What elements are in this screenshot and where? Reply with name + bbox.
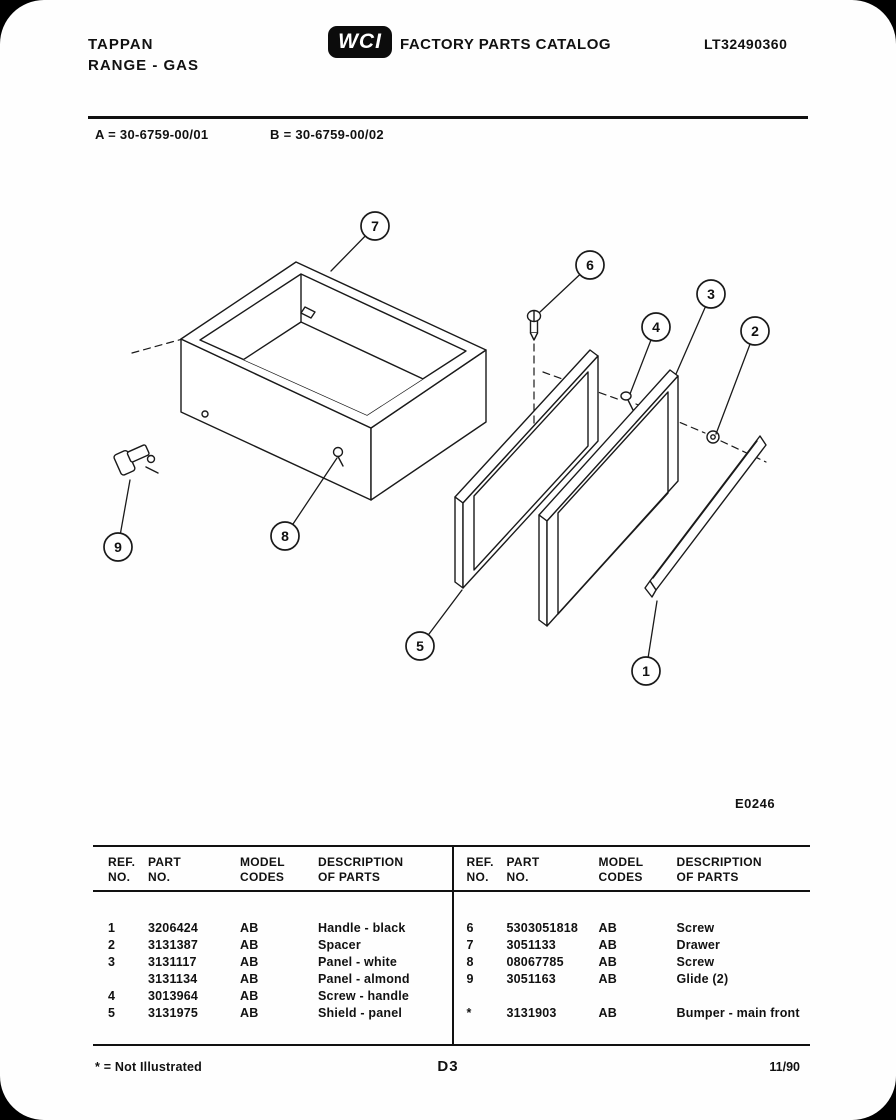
part-cell: [507, 988, 599, 1005]
parts-table-left: [93, 847, 452, 1044]
table-row: [108, 954, 452, 971]
model-b-label: B = 30-6759-00/02: [270, 127, 384, 142]
part-cell: 3051163: [506, 972, 556, 986]
part-cell: 08067785: [506, 955, 564, 969]
desc-cell: Handle - black: [318, 921, 406, 935]
codes-cell: AB: [598, 1006, 617, 1020]
ref-cell: 2: [108, 938, 116, 952]
ref-col-header: REF. NO.: [108, 855, 136, 884]
catalog-title: FACTORY PARTS CATALOG: [400, 36, 612, 53]
desc-cell: Screw - handle: [318, 989, 410, 1003]
table-row: [108, 971, 452, 988]
svg-text:7: 7: [371, 218, 379, 234]
svg-text:8: 8: [281, 528, 289, 544]
callout-2: [716, 317, 769, 434]
desc-cell: Drawer: [676, 938, 721, 952]
brand-product: RANGE - GAS: [88, 57, 200, 74]
table-center-divider: [452, 847, 454, 1044]
ref-cell: 5: [108, 1006, 116, 1020]
callout-9: [104, 480, 132, 561]
svg-text:6: 6: [586, 257, 594, 273]
ref-cell: [108, 971, 148, 988]
not-illustrated-note: * = Not Illustrated: [95, 1060, 202, 1074]
part-cell: 3131134: [148, 972, 198, 986]
ref-cell: 3: [108, 955, 116, 969]
callout-5: [406, 590, 462, 660]
codes-cell: AB: [598, 972, 617, 986]
table-row: [108, 1005, 452, 1022]
ref-cell: 8: [466, 955, 474, 969]
desc-cell: Glide (2): [676, 972, 729, 986]
ref-cell: *: [466, 1006, 472, 1020]
codes-cell: AB: [240, 921, 259, 935]
desc-cell: Shield - panel: [318, 1006, 403, 1020]
table-header: [93, 847, 452, 892]
codes-cell: AB: [240, 955, 259, 969]
svg-text:4: 4: [652, 319, 660, 335]
desc-cell: [677, 988, 811, 1005]
revision-date: 11/90: [769, 1060, 800, 1074]
desc-cell: Bumper - main front: [676, 1006, 800, 1020]
ref-cell: 1: [108, 921, 116, 935]
codes-cell: AB: [240, 989, 259, 1003]
table-body: [93, 892, 452, 1044]
part-cell: 3013964: [148, 989, 199, 1003]
glide-part: [113, 444, 158, 476]
parts-table: [93, 845, 810, 1046]
codes-cell: AB: [598, 955, 617, 969]
part-cell: 3131387: [148, 938, 199, 952]
desc-cell: Screw: [676, 955, 715, 969]
desc-col-header: DESCRIPTION OF PARTS: [676, 855, 762, 884]
part-cell: 3206424: [148, 921, 199, 935]
ref-cell: [467, 988, 507, 1005]
diagram-code: E0246: [735, 796, 776, 811]
part-cell: 3131117: [148, 955, 197, 969]
desc-cell: Screw: [676, 921, 715, 935]
part-cell: 3131903: [506, 1006, 557, 1020]
ref-cell: 7: [466, 938, 474, 952]
page-footer: [88, 1058, 808, 1084]
codes-cell: [599, 988, 677, 1005]
part-col-header: PART NO.: [506, 855, 540, 884]
codes-cell: AB: [598, 921, 617, 935]
ref-cell: 4: [108, 989, 116, 1003]
table-row: [108, 988, 452, 1005]
desc-cell: Spacer: [318, 938, 361, 952]
wci-logo-text: WCI: [338, 30, 382, 53]
table-row: [467, 954, 811, 971]
part-cell: 3131975: [148, 1006, 199, 1020]
table-row: [108, 937, 452, 954]
screw-4-part: [621, 392, 633, 410]
spacer-part: [707, 431, 719, 443]
ref-cell: 9: [466, 972, 474, 986]
model-col-header: MODEL CODES: [240, 855, 285, 884]
svg-text:5: 5: [416, 638, 424, 654]
model-a-label: A = 30-6759-00/01: [95, 127, 209, 142]
table-body: [452, 892, 811, 1044]
codes-cell: AB: [240, 1006, 259, 1020]
table-row: [467, 988, 811, 1005]
part-col-header: PART NO.: [148, 855, 181, 884]
table-row: [467, 1005, 811, 1022]
doc-number: LT32490360: [704, 36, 788, 52]
desc-cell: Panel - almond: [318, 972, 410, 986]
callout-8: [271, 458, 337, 550]
callout-1: [632, 601, 660, 685]
table-header: [452, 847, 811, 892]
callout-3: [676, 280, 725, 374]
ref-col-header: REF. NO.: [466, 855, 494, 884]
brand-name: TAPPAN: [88, 36, 154, 53]
desc-col-header: DESCRIPTION OF PARTS: [318, 855, 404, 884]
part-cell: 3051133: [506, 938, 556, 952]
codes-cell: AB: [240, 938, 259, 952]
table-row: [467, 971, 811, 988]
callout-6: [540, 251, 604, 312]
model-col-header: MODEL CODES: [598, 855, 644, 884]
svg-text:3: 3: [707, 286, 715, 302]
svg-text:2: 2: [751, 323, 759, 339]
table-row: [467, 920, 811, 937]
codes-cell: AB: [240, 972, 259, 986]
part-cell: 5303051818: [506, 921, 579, 935]
svg-text:9: 9: [114, 539, 122, 555]
desc-cell: Panel - white: [318, 955, 398, 969]
table-row: [467, 937, 811, 954]
callout-7: [331, 212, 389, 271]
svg-text:1: 1: [642, 663, 650, 679]
table-row: [108, 920, 452, 937]
ref-cell: 6: [466, 921, 474, 935]
parts-table-right: [452, 847, 811, 1044]
page-code: D3: [437, 1058, 459, 1075]
codes-cell: AB: [598, 938, 617, 952]
